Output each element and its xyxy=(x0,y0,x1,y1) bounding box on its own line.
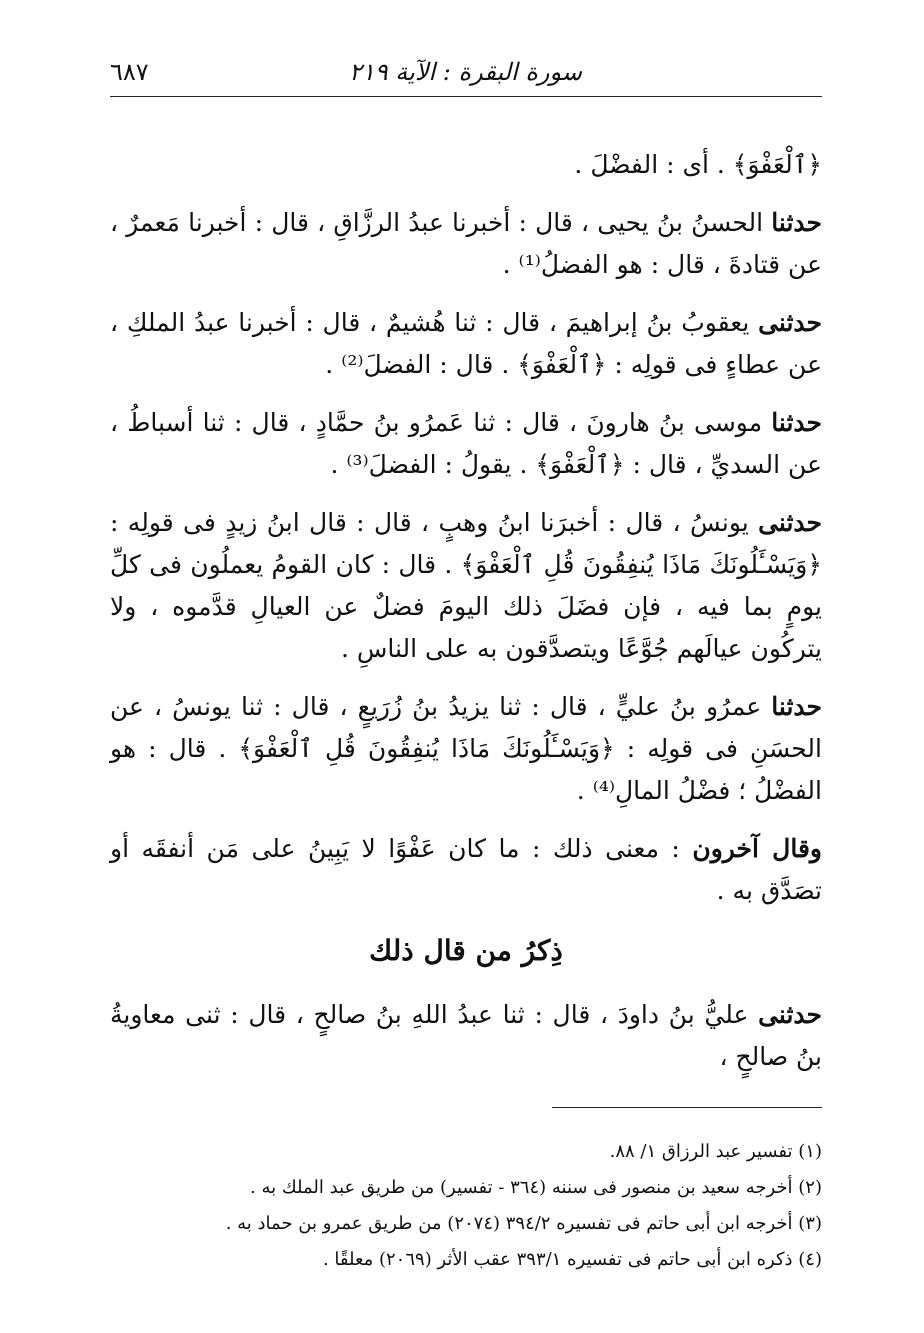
running-title: سورة البقرة : الآية ٢١٩ xyxy=(348,58,582,86)
page-number: ٦٨٧ xyxy=(110,58,149,86)
footnote-rule xyxy=(552,1107,822,1108)
paragraph-final xyxy=(110,994,822,1078)
paragraph-3 xyxy=(110,302,822,386)
paragraph-lead: حدثنا xyxy=(771,408,822,437)
header-rule xyxy=(110,96,822,97)
footnote-3: (٣) أخرجه ابن أبى حاتم فى تفسيره ٣٩٤/٢ (٢٠٧٤) من طريق عمرو بن حماد به . xyxy=(225,1213,822,1234)
footnote-4: (٤) ذكره ابن أبى حاتم فى تفسيره ٣٩٣/١ عقب الأثر (٢٠٦٩) معلقًا . xyxy=(322,1249,822,1270)
paragraph-lead: حدثنى xyxy=(758,1000,822,1029)
paragraph-4 xyxy=(110,402,822,486)
paragraph-6 xyxy=(110,686,822,812)
paragraph-lead: حدثنا xyxy=(771,692,822,721)
paragraph-text: عمرُو بنُ عليٍّ ، قال : ثنا يزيدُ بنُ زُرَيعٍ ، قال : ثنا يونسُ ، عن الحسَنِ فى قولِه : ﴿وَيَسْـَٔلُونَكَ مَاذَا يُنفِقُونَ قُلِ ٱلْعَفْوَ﴾ . قال : هو الفضْلُ ؛ فضْلُ المالِ⁽⁴⁾ . xyxy=(110,692,822,805)
body-text xyxy=(110,144,822,1094)
paragraph-lead: وقال آخرون xyxy=(692,834,822,863)
paragraph-text: عليُّ بنُ داودَ ، قال : ثنا عبدُ اللهِ بنُ صالحٍ ، قال : ثنى معاويةُ بنُ صالحٍ ، xyxy=(110,1000,822,1071)
paragraph-2 xyxy=(110,202,822,286)
footnote-1: (١) تفسير عبد الرزاق ١/ ٨٨. xyxy=(609,1141,822,1162)
section-heading: ذِكرُ من قال ذلك xyxy=(369,934,563,967)
footnotes xyxy=(110,1134,822,1278)
paragraph-text: الحسنُ بنُ يحيى ، قال : أخبرنا عبدُ الرزَّاقِ ، قال : أخبرنا مَعمرٌ ، عن قتادةَ ، قال : هو الفضلُ⁽¹⁾ . xyxy=(110,208,822,279)
footnote-2: (٢) أخرجه سعيد بن منصور فى سننه (٣٦٤ - تفسير) من طريق عبد الملك به . xyxy=(250,1177,822,1198)
paragraph-text: : معنى ذلك : ما كان عَفْوًا لا يَبِينُ على مَن أنفقَه أو تصَدَّق به . xyxy=(110,834,822,905)
paragraph-lead: حدثنا xyxy=(771,208,822,237)
paragraph-text: موسى بنُ هارونَ ، قال : ثنا عَمرُو بنُ حمَّادٍ ، قال : ثنا أسباطُ ، عن السديِّ ، قال : ﴿ٱلْعَفْوَ﴾ . يقولُ : الفضلَ⁽³⁾ . xyxy=(110,408,822,479)
paragraph-lead: حدثنى xyxy=(758,308,822,337)
paragraph-7 xyxy=(110,828,822,912)
running-header xyxy=(110,58,822,90)
paragraph-text: ﴿ٱلْعَفْوَ﴾ . أى : الفضْلَ . xyxy=(574,150,822,179)
paragraph-lead: حدثنى xyxy=(758,508,822,537)
paragraph-text: يعقوبُ بنُ إبراهيمَ ، قال : ثنا هُشيمٌ ، قال : أخبرنا عبدُ الملكِ ، عن عطاءٍ فى قولِه : ﴿ٱلْعَفْوَ﴾ . قال : الفضلَ⁽²⁾ . xyxy=(110,308,822,379)
paragraph-1 xyxy=(110,144,822,186)
paragraph-text: يونسُ ، قال : أخبرَنا ابنُ وهبٍ ، قال : قال ابنُ زيدٍ فى قولِه : ﴿وَيَسْـَٔلُونَكَ مَاذَا يُنفِقُونَ قُلِ ٱلْعَفْوَ﴾ . قال : كان القومُ يعملُون فى كلِّ يومٍ بما فيه ، فإن فضَلَ ذلك اليومَ فضلٌ عن العيالِ قدَّموه ، ولا يتركُون عيالَهم جُوَّعًا ويتصدَّقون به على الناسِ . xyxy=(110,508,822,663)
paragraph-5 xyxy=(110,502,822,670)
